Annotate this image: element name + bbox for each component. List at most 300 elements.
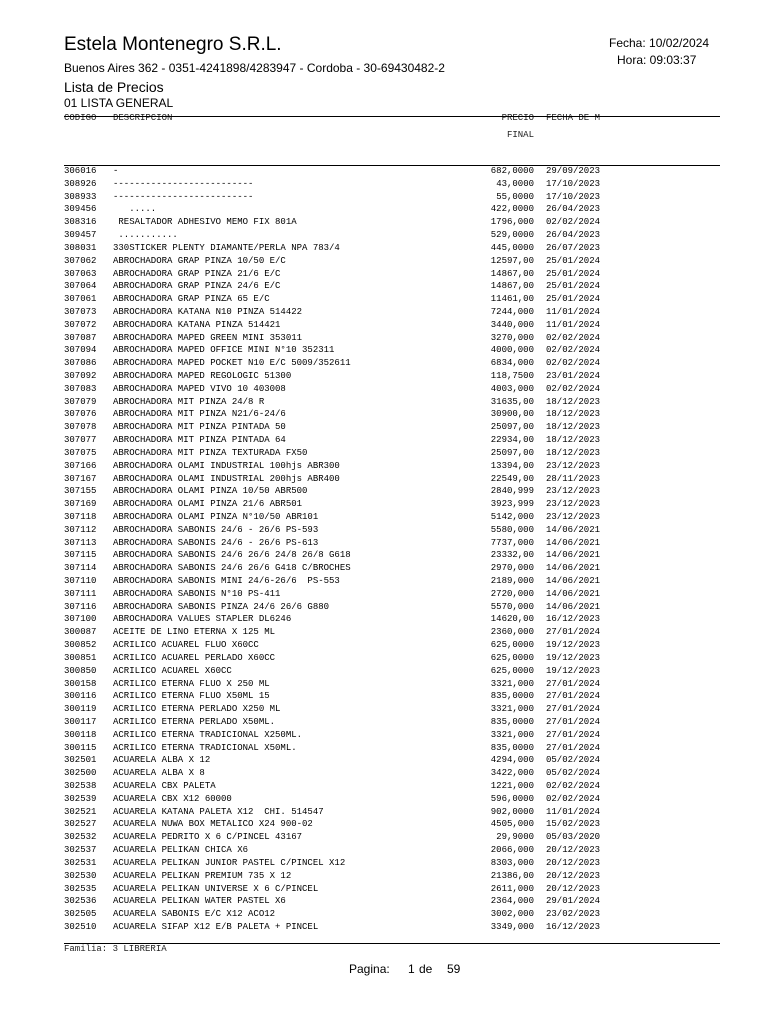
item-code: 309457 xyxy=(64,230,97,241)
item-code: 306016 xyxy=(64,166,97,176)
table-row xyxy=(64,639,720,652)
item-code: 307086 xyxy=(64,358,97,369)
item-price: 902,0000 xyxy=(490,806,534,817)
item-code: 302521 xyxy=(64,806,97,817)
item-description: ACRILICO ETERNA FLUO X50ML 15 xyxy=(113,691,270,702)
item-code: 302537 xyxy=(64,845,97,856)
table-row xyxy=(64,716,720,729)
table-row xyxy=(64,562,720,575)
item-description: ........... xyxy=(113,230,178,241)
item-code: 302505 xyxy=(64,909,97,920)
item-description: ACUARELA PELIKAN WATER PASTEL X6 xyxy=(113,896,286,907)
item-price: 12597,00 xyxy=(490,255,534,266)
item-code: 307094 xyxy=(64,345,97,356)
table-row xyxy=(64,383,720,396)
item-date: 20/12/2023 xyxy=(546,870,601,881)
item-description: ABROCHADORA SABONIS 24/6 - 26/6 PS-613 xyxy=(113,537,319,548)
table-row xyxy=(64,165,720,178)
item-price: 835,0000 xyxy=(490,742,534,753)
item-price: 25097,00 xyxy=(490,422,534,433)
table-row xyxy=(64,831,720,844)
table-row xyxy=(64,742,720,755)
item-date: 25/01/2024 xyxy=(546,281,601,292)
item-code: 307100 xyxy=(64,614,97,625)
item-code: 302527 xyxy=(64,819,97,830)
company-address: Buenos Aires 362 - 0351-4241898/4283947 - Cordoba - 30-69430482-2 xyxy=(64,61,445,75)
item-code: 308926 xyxy=(64,178,97,189)
item-code: 307155 xyxy=(64,486,97,497)
table-row xyxy=(64,408,720,421)
item-description: ABROCHADORA SABONIS PINZA 24/6 26/6 G880 xyxy=(113,601,330,612)
item-date: 15/02/2023 xyxy=(546,819,601,830)
item-date: 14/06/2021 xyxy=(546,588,601,599)
table-row xyxy=(64,473,720,486)
item-date: 16/12/2023 xyxy=(546,921,601,932)
item-price: 7737,000 xyxy=(490,537,534,548)
item-date: 02/02/2024 xyxy=(546,345,601,356)
item-price: 8303,000 xyxy=(490,857,534,868)
item-date: 20/12/2023 xyxy=(546,883,601,894)
column-header-final: FINAL xyxy=(506,130,534,140)
page-of: de xyxy=(419,962,433,976)
item-price: 22934,00 xyxy=(490,435,534,446)
item-code: 302501 xyxy=(64,755,97,766)
table-row xyxy=(64,447,720,460)
item-description: ACUARELA PELIKAN CHICA X6 xyxy=(113,845,249,856)
item-price: 2360,000 xyxy=(490,627,534,638)
item-description: - xyxy=(113,166,119,176)
table-row xyxy=(64,485,720,498)
price-list-name: 01 LISTA GENERAL xyxy=(64,96,174,110)
item-price: 22549,00 xyxy=(490,473,534,484)
item-price: 5580,000 xyxy=(490,524,534,535)
item-description: -------------------------- xyxy=(113,191,254,202)
item-price: 625,0000 xyxy=(490,665,534,676)
item-description: ABROCHADORA VALUES STAPLER DL6246 xyxy=(113,614,292,625)
table-row xyxy=(64,588,720,601)
item-code: 307111 xyxy=(64,588,97,599)
item-price: 7244,000 xyxy=(490,306,534,317)
item-price: 2611,000 xyxy=(490,883,534,894)
item-price: 4003,000 xyxy=(490,383,534,394)
table-row xyxy=(64,921,720,934)
item-description: ABROCHADORA OLAMI INDUSTRIAL 200hjs ABR400 xyxy=(113,473,340,484)
item-code: 307112 xyxy=(64,524,97,535)
table-row xyxy=(64,895,720,908)
item-code: 300158 xyxy=(64,678,97,689)
item-date: 26/04/2023 xyxy=(546,230,601,241)
table-row xyxy=(64,396,720,409)
item-price: 445,0000 xyxy=(490,242,534,253)
item-description: ABROCHADORA SABONIS N°10 PS-411 xyxy=(113,588,281,599)
item-date: 02/02/2024 xyxy=(546,332,601,343)
item-date: 27/01/2024 xyxy=(546,742,601,753)
item-date: 27/01/2024 xyxy=(546,691,601,702)
item-price: 21386,00 xyxy=(490,870,534,881)
item-code: 302538 xyxy=(64,781,97,791)
item-code: 307076 xyxy=(64,409,97,420)
item-date: 18/12/2023 xyxy=(546,435,601,446)
item-date: 29/01/2024 xyxy=(546,896,601,907)
item-price: 4505,000 xyxy=(490,819,534,830)
item-date: 14/06/2021 xyxy=(546,550,601,561)
item-code: 307113 xyxy=(64,537,97,548)
item-description: ABROCHADORA MAPED VIVO 10 403008 xyxy=(113,383,286,394)
item-code: 307115 xyxy=(64,550,97,561)
table-row xyxy=(64,870,720,883)
item-price: 3270,000 xyxy=(490,332,534,343)
item-date: 23/12/2023 xyxy=(546,511,601,522)
item-date: 29/09/2023 xyxy=(546,166,601,176)
item-date: 27/01/2024 xyxy=(546,627,601,638)
item-code: 307116 xyxy=(64,601,97,612)
item-description: -------------------------- xyxy=(113,178,254,189)
item-description: ACUARELA PELIKAN PREMIUM 735 X 12 xyxy=(113,870,292,881)
item-price: 1221,000 xyxy=(490,781,534,791)
item-date: 11/01/2024 xyxy=(546,306,601,317)
table-row xyxy=(64,216,720,229)
item-date: 23/12/2023 xyxy=(546,499,601,510)
table-row xyxy=(64,549,720,562)
item-date: 19/12/2023 xyxy=(546,665,601,676)
table-row xyxy=(64,678,720,691)
item-code: 307062 xyxy=(64,255,97,266)
item-description: RESALTADOR ADHESIVO MEMO FIX 801A xyxy=(113,217,297,228)
item-description: ACUARELA NUWA BOX METALICO X24 900-02 xyxy=(113,819,313,830)
item-price: 422,0000 xyxy=(490,204,534,215)
item-date: 26/04/2023 xyxy=(546,204,601,215)
item-description: ACUARELA KATANA PALETA X12 CHI. 514547 xyxy=(113,806,324,817)
table-row xyxy=(64,370,720,383)
item-code: 300087 xyxy=(64,627,97,638)
item-date: 05/02/2024 xyxy=(546,768,601,779)
item-price: 2066,000 xyxy=(490,845,534,856)
header-divider-top xyxy=(64,116,720,117)
table-row xyxy=(64,537,720,550)
item-code: 308933 xyxy=(64,191,97,202)
item-description: ABROCHADORA MIT PINZA TEXTURADA FX50 xyxy=(113,447,308,458)
table-row xyxy=(64,908,720,921)
table-row xyxy=(64,665,720,678)
item-code: 307110 xyxy=(64,576,97,586)
item-description: ACRILICO ACUAREL FLUO X60CC xyxy=(113,640,259,651)
item-code: 302535 xyxy=(64,883,97,894)
item-price: 4000,000 xyxy=(490,345,534,356)
item-code: 309456 xyxy=(64,204,97,215)
item-price: 835,0000 xyxy=(490,716,534,727)
item-code: 307079 xyxy=(64,396,97,407)
item-code: 308316 xyxy=(64,217,97,228)
item-date: 25/01/2024 xyxy=(546,268,601,279)
item-price: 25097,00 xyxy=(490,447,534,458)
item-date: 27/01/2024 xyxy=(546,716,601,727)
item-price: 4294,000 xyxy=(490,755,534,766)
table-row xyxy=(64,460,720,473)
item-code: 307075 xyxy=(64,447,97,458)
item-description: ABROCHADORA MIT PINZA 24/8 R xyxy=(113,396,265,407)
table-row xyxy=(64,601,720,614)
item-description: ACRILICO ETERNA TRADICIONAL X250ML. xyxy=(113,729,303,740)
table-row xyxy=(64,524,720,537)
item-price: 55,0000 xyxy=(496,191,534,202)
item-description: ACUARELA ALBA X 8 xyxy=(113,768,205,779)
item-code: 307061 xyxy=(64,294,97,305)
item-description: ACUARELA SABONIS E/C X12 ACO12 xyxy=(113,909,276,920)
item-price: 3422,000 xyxy=(490,768,534,779)
item-description: ACEITE DE LINO ETERNA X 125 ML xyxy=(113,627,276,638)
item-price: 30900,00 xyxy=(490,409,534,420)
item-price: 5570,000 xyxy=(490,601,534,612)
item-code: 300117 xyxy=(64,716,97,727)
item-date: 11/01/2024 xyxy=(546,319,601,330)
item-description: ABROCHADORA OLAMI PINZA N°10/50 ABR101 xyxy=(113,511,319,522)
item-description: ABROCHADORA OLAMI PINZA 10/50 ABR500 xyxy=(113,486,308,497)
item-date: 19/12/2023 xyxy=(546,652,601,663)
print-time: Hora: 09:03:37 xyxy=(617,53,697,67)
item-code: 302530 xyxy=(64,870,97,881)
item-description: ABROCHADORA GRAP PINZA 21/6 E/C xyxy=(113,268,281,279)
table-row xyxy=(64,498,720,511)
table-row xyxy=(64,229,720,242)
item-date: 23/01/2024 xyxy=(546,371,601,381)
item-price: 29,9000 xyxy=(496,832,534,843)
family-label: Familia: 3 LIBRERIA xyxy=(64,944,167,954)
item-code: 307092 xyxy=(64,371,97,381)
item-date: 02/02/2024 xyxy=(546,358,601,369)
item-description: ACUARELA CBX PALETA xyxy=(113,781,216,791)
table-row xyxy=(64,293,720,306)
item-code: 307077 xyxy=(64,435,97,446)
table-row xyxy=(64,319,720,332)
table-row xyxy=(64,511,720,524)
table-row xyxy=(64,883,720,896)
item-date: 11/01/2024 xyxy=(546,806,601,817)
table-row xyxy=(64,857,720,870)
table-row xyxy=(64,575,720,588)
item-description: ACRILICO ETERNA PERLADO X50ML. xyxy=(113,716,276,727)
item-description: ABROCHADORA OLAMI PINZA 21/6 ABR501 xyxy=(113,499,303,510)
table-row xyxy=(64,652,720,665)
price-table xyxy=(64,165,720,934)
item-price: 2970,000 xyxy=(490,563,534,574)
item-date: 23/12/2023 xyxy=(546,460,601,471)
table-row xyxy=(64,280,720,293)
item-price: 3321,000 xyxy=(490,704,534,715)
item-description: ABROCHADORA MIT PINZA PINTADA 50 xyxy=(113,422,286,433)
page-label: Pagina: xyxy=(349,962,390,976)
item-code: 307169 xyxy=(64,499,97,510)
item-code: 300118 xyxy=(64,729,97,740)
item-date: 14/06/2021 xyxy=(546,537,601,548)
item-description: ABROCHADORA KATANA PINZA 514421 xyxy=(113,319,281,330)
item-code: 307073 xyxy=(64,306,97,317)
table-row xyxy=(64,242,720,255)
item-date: 05/03/2020 xyxy=(546,832,601,843)
item-date: 18/12/2023 xyxy=(546,422,601,433)
item-price: 596,0000 xyxy=(490,793,534,804)
item-price: 3321,000 xyxy=(490,729,534,740)
item-price: 118,7500 xyxy=(490,371,534,381)
table-row xyxy=(64,203,720,216)
item-code: 302536 xyxy=(64,896,97,907)
item-date: 18/12/2023 xyxy=(546,447,601,458)
item-description: ABROCHADORA MIT PINZA PINTADA 64 xyxy=(113,435,286,446)
item-date: 27/01/2024 xyxy=(546,704,601,715)
item-price: 2189,000 xyxy=(490,576,534,586)
item-code: 300851 xyxy=(64,652,97,663)
table-row xyxy=(64,357,720,370)
table-row xyxy=(64,332,720,345)
table-row xyxy=(64,793,720,806)
item-description: ACUARELA CBX X12 60000 xyxy=(113,793,232,804)
item-code: 300850 xyxy=(64,665,97,676)
item-date: 14/06/2021 xyxy=(546,576,601,586)
item-price: 14867,00 xyxy=(490,268,534,279)
item-code: 302531 xyxy=(64,857,97,868)
item-description: ABROCHADORA MAPED REGOLOGIC 51300 xyxy=(113,371,292,381)
item-date: 14/06/2021 xyxy=(546,524,601,535)
item-description: ABROCHADORA SABONIS 24/6 26/6 G418 C/BROCHES xyxy=(113,563,351,574)
item-description: ABROCHADORA MAPED OFFICE MINI N°10 352311 xyxy=(113,345,335,356)
item-code: 307087 xyxy=(64,332,97,343)
item-date: 27/01/2024 xyxy=(546,678,601,689)
table-row xyxy=(64,306,720,319)
item-price: 14620,00 xyxy=(490,614,534,625)
table-row xyxy=(64,421,720,434)
item-description: 330STICKER PLENTY DIAMANTE/PERLA NPA 783/4 xyxy=(113,242,340,253)
item-description: ABROCHADORA SABONIS MINI 24/6-26/6 PS-553 xyxy=(113,576,340,586)
item-date: 14/06/2021 xyxy=(546,563,601,574)
item-description: ABROCHADORA KATANA N10 PINZA 514422 xyxy=(113,306,303,317)
item-description: ABROCHADORA MAPED POCKET N10 E/C 5009/352611 xyxy=(113,358,351,369)
table-row xyxy=(64,844,720,857)
item-price: 31635,00 xyxy=(490,396,534,407)
document-title: Lista de Precios xyxy=(64,79,164,95)
item-code: 302539 xyxy=(64,793,97,804)
table-row xyxy=(64,703,720,716)
item-code: 307114 xyxy=(64,563,97,574)
page-total: 59 xyxy=(447,962,461,976)
column-header-precio: PRECIO xyxy=(501,113,534,123)
item-date: 17/10/2023 xyxy=(546,191,601,202)
column-header-descripcion: DESCRIPCION xyxy=(113,113,173,123)
item-price: 5142,000 xyxy=(490,511,534,522)
item-description: ACUARELA PEDRITO X 6 C/PINCEL 43167 xyxy=(113,832,303,843)
item-code: 302510 xyxy=(64,921,97,932)
item-description: ABROCHADORA GRAP PINZA 65 E/C xyxy=(113,294,270,305)
item-date: 16/12/2023 xyxy=(546,614,601,625)
item-price: 3440,000 xyxy=(490,319,534,330)
item-description: ABROCHADORA MIT PINZA N21/6-24/6 xyxy=(113,409,286,420)
item-description: ABROCHADORA OLAMI INDUSTRIAL 100hjs ABR300 xyxy=(113,460,340,471)
item-price: 625,0000 xyxy=(490,640,534,651)
item-price: 3321,000 xyxy=(490,678,534,689)
item-date: 23/12/2023 xyxy=(546,486,601,497)
item-price: 2364,000 xyxy=(490,896,534,907)
item-code: 302532 xyxy=(64,832,97,843)
table-row xyxy=(64,818,720,831)
item-date: 25/01/2024 xyxy=(546,294,601,305)
item-description: ACRILICO ACUAREL PERLADO X60CC xyxy=(113,652,276,663)
item-date: 27/01/2024 xyxy=(546,729,601,740)
item-description: ABROCHADORA SABONIS 24/6 - 26/6 PS-593 xyxy=(113,524,319,535)
item-code: 300852 xyxy=(64,640,97,651)
item-date: 02/02/2024 xyxy=(546,383,601,394)
item-date: 25/01/2024 xyxy=(546,255,601,266)
item-price: 3349,000 xyxy=(490,921,534,932)
table-row xyxy=(64,191,720,204)
item-date: 05/02/2024 xyxy=(546,755,601,766)
item-date: 17/10/2023 xyxy=(546,178,601,189)
item-description: ACRILICO ETERNA FLUO X 250 ML xyxy=(113,678,270,689)
item-price: 835,0000 xyxy=(490,691,534,702)
item-description: ABROCHADORA GRAP PINZA 10/50 E/C xyxy=(113,255,286,266)
item-date: 19/12/2023 xyxy=(546,640,601,651)
item-price: 14867,00 xyxy=(490,281,534,292)
item-date: 28/11/2023 xyxy=(546,473,601,484)
item-code: 307166 xyxy=(64,460,97,471)
item-description: ACRILICO ETERNA PERLADO X250 ML xyxy=(113,704,281,715)
item-date: 26/07/2023 xyxy=(546,242,601,253)
item-price: 6834,000 xyxy=(490,358,534,369)
item-date: 02/02/2024 xyxy=(546,217,601,228)
table-row xyxy=(64,754,720,767)
item-code: 307078 xyxy=(64,422,97,433)
company-name: Estela Montenegro S.R.L. xyxy=(64,34,282,55)
table-row xyxy=(64,434,720,447)
item-code: 300115 xyxy=(64,742,97,753)
item-date: 18/12/2023 xyxy=(546,409,601,420)
item-description: ACRILICO ACUAREL X60CC xyxy=(113,665,232,676)
item-price: 529,0000 xyxy=(490,230,534,241)
item-code: 307064 xyxy=(64,281,97,292)
item-code: 307167 xyxy=(64,473,97,484)
item-description: ACRILICO ETERNA TRADICIONAL X50ML. xyxy=(113,742,297,753)
table-row xyxy=(64,767,720,780)
item-date: 02/02/2024 xyxy=(546,781,601,791)
column-header-fecha: FECHA DE M xyxy=(546,113,601,123)
item-description: ABROCHADORA MAPED GREEN MINI 353011 xyxy=(113,332,303,343)
item-description: ACUARELA PELIKAN UNIVERSE X 6 C/PINCEL xyxy=(113,883,319,894)
table-row xyxy=(64,178,720,191)
item-date: 18/12/2023 xyxy=(546,396,601,407)
column-header-codigo: CODIGO xyxy=(64,113,97,123)
item-date: 20/12/2023 xyxy=(546,857,601,868)
item-code: 307072 xyxy=(64,319,97,330)
item-code: 307083 xyxy=(64,383,97,394)
item-description: ABROCHADORA SABONIS 24/6 26/6 24/8 26/8 G618 xyxy=(113,550,351,561)
item-price: 11461,00 xyxy=(490,294,534,305)
item-date: 14/06/2021 xyxy=(546,601,601,612)
item-description: ACUARELA SIFAP X12 E/B PALETA + PINCEL xyxy=(113,921,319,932)
item-date: 23/02/2023 xyxy=(546,909,601,920)
item-code: 300119 xyxy=(64,704,97,715)
item-description: ..... xyxy=(113,204,157,215)
item-price: 2840,999 xyxy=(490,486,534,497)
item-code: 300116 xyxy=(64,691,97,702)
table-row xyxy=(64,268,720,281)
item-date: 02/02/2024 xyxy=(546,793,601,804)
item-price: 3923,999 xyxy=(490,499,534,510)
item-code: 307063 xyxy=(64,268,97,279)
table-row xyxy=(64,344,720,357)
item-code: 308031 xyxy=(64,242,97,253)
item-price: 1796,000 xyxy=(490,217,534,228)
table-row xyxy=(64,780,720,793)
item-price: 43,0000 xyxy=(496,178,534,189)
page-number: 1 xyxy=(408,962,415,976)
item-price: 13394,00 xyxy=(490,460,534,471)
